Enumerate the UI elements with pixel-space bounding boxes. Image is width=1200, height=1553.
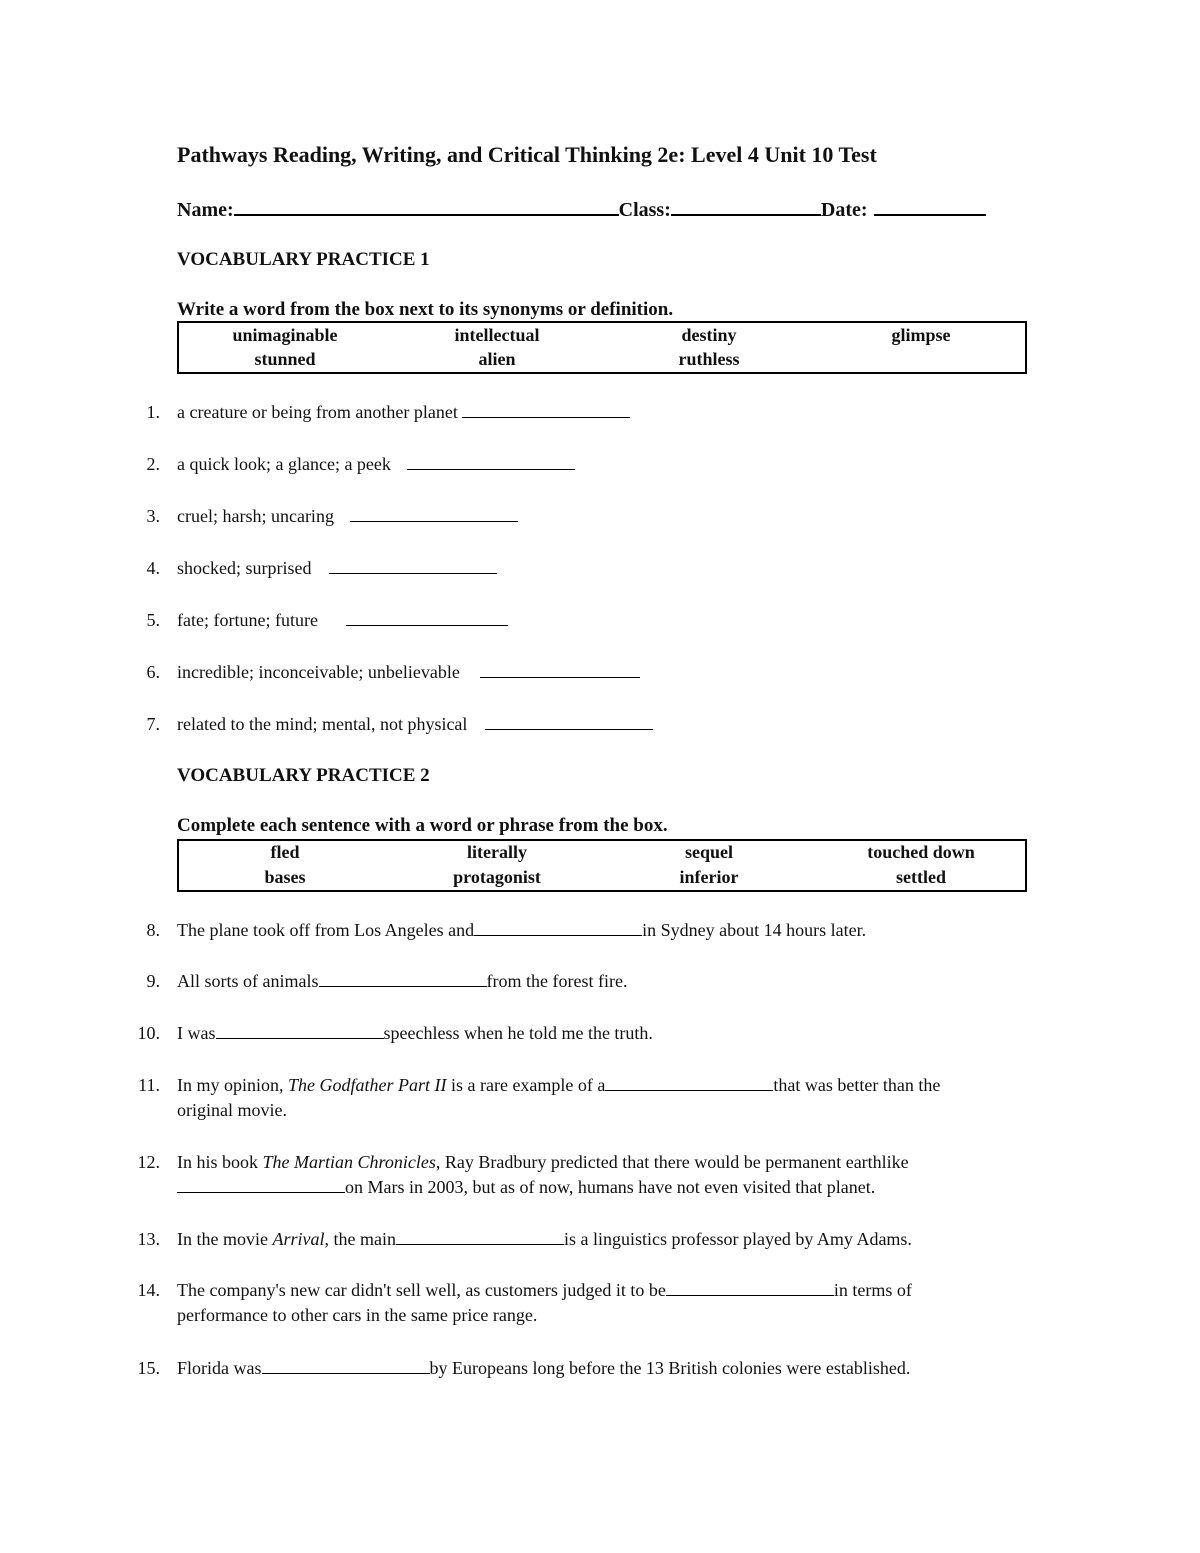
word-box-word: touched down bbox=[867, 842, 975, 862]
question-number: 8. bbox=[146, 920, 160, 940]
word-box-word: settled bbox=[896, 867, 946, 887]
date-field[interactable] bbox=[874, 196, 986, 216]
section1-heading: VOCABULARY PRACTICE 1 bbox=[177, 249, 430, 270]
question-text: by Europeans long before the 13 British colonies were established. bbox=[429, 1358, 911, 1378]
question-text: Florida was bbox=[177, 1358, 262, 1378]
answer-blank[interactable] bbox=[407, 453, 575, 470]
class-label: Class: bbox=[618, 199, 671, 221]
word-box-word: alien bbox=[478, 349, 516, 369]
question-number: 14. bbox=[137, 1280, 160, 1300]
word-box-word: ruthless bbox=[678, 349, 740, 369]
answer-blank[interactable] bbox=[262, 1357, 430, 1374]
name-label: Name: bbox=[177, 199, 234, 221]
class-field[interactable] bbox=[671, 196, 821, 216]
question-text: fate; fortune; future bbox=[177, 610, 318, 630]
question-number: 13. bbox=[137, 1229, 160, 1249]
word-box-word: stunned bbox=[254, 349, 316, 369]
question-number: 10. bbox=[137, 1023, 160, 1043]
answer-blank[interactable] bbox=[396, 1228, 564, 1245]
answer-blank[interactable] bbox=[350, 505, 518, 522]
question-number: 11. bbox=[138, 1075, 160, 1095]
question-text: shocked; surprised bbox=[177, 558, 312, 578]
question-text: related to the mind; mental, not physical bbox=[177, 714, 468, 734]
question-text: on Mars in 2003, but as of now, humans have not even visited that planet. bbox=[345, 1177, 876, 1197]
answer-blank[interactable] bbox=[485, 713, 653, 730]
word-box-2 bbox=[177, 839, 1027, 892]
question-number: 5. bbox=[146, 610, 160, 630]
answer-blank[interactable] bbox=[474, 919, 642, 936]
answer-blank[interactable] bbox=[346, 609, 508, 626]
answer-blank[interactable] bbox=[480, 661, 640, 678]
answer-blank[interactable] bbox=[605, 1074, 773, 1091]
question-number: 15. bbox=[137, 1358, 160, 1378]
question-number: 9. bbox=[146, 971, 160, 991]
question-text: , Ray Bradbury predicted that there would be permanent earthlike bbox=[435, 1152, 909, 1172]
word-box-word: intellectual bbox=[454, 325, 540, 345]
question-text: The plane took off from Los Angeles and bbox=[177, 920, 475, 940]
question-text: speechless when he told me the truth. bbox=[383, 1023, 653, 1043]
answer-blank[interactable] bbox=[462, 401, 630, 418]
section2-instruction: Complete each sentence with a word or phrase from the box. bbox=[177, 815, 668, 836]
word-box-word: inferior bbox=[679, 867, 739, 887]
question-number: 3. bbox=[146, 506, 160, 526]
question-text: In the movie bbox=[177, 1229, 268, 1249]
question-text: The company's new car didn't sell well, as customers judged it to be bbox=[177, 1280, 666, 1300]
word-box-word: bases bbox=[264, 867, 306, 887]
question-text: a quick look; a glance; a peek bbox=[177, 454, 391, 474]
page-title: Pathways Reading, Writing, and Critical Thinking 2e: Level 4 Unit 10 Test bbox=[177, 142, 877, 167]
question-text: In my opinion, bbox=[177, 1075, 284, 1095]
question-number: 6. bbox=[146, 662, 160, 682]
answer-blank[interactable] bbox=[319, 970, 487, 987]
word-box-1 bbox=[177, 321, 1027, 374]
answer-blank[interactable] bbox=[329, 557, 497, 574]
question-text: from the forest fire. bbox=[486, 971, 628, 991]
word-box-word: unimaginable bbox=[232, 325, 338, 345]
question-text: In his book bbox=[177, 1152, 258, 1172]
name-field[interactable] bbox=[234, 196, 619, 216]
section1-instruction: Write a word from the box next to its synonyms or definition. bbox=[177, 299, 674, 320]
title-italic: The Martian Chronicles bbox=[262, 1152, 436, 1172]
question-number: 12. bbox=[137, 1152, 160, 1172]
question-text: I was bbox=[177, 1023, 216, 1043]
question-text: a creature or being from another planet bbox=[177, 402, 458, 422]
answer-blank[interactable] bbox=[216, 1022, 384, 1039]
question-number: 1. bbox=[146, 402, 160, 422]
word-box-word: fled bbox=[270, 842, 300, 862]
question-number: 7. bbox=[146, 714, 160, 734]
question-text: in terms of bbox=[833, 1280, 912, 1300]
question-text: performance to other cars in the same price range. bbox=[177, 1305, 538, 1325]
question-text: in Sydney about 14 hours later. bbox=[642, 920, 867, 940]
section2-heading: VOCABULARY PRACTICE 2 bbox=[177, 765, 430, 786]
question-text: All sorts of animals bbox=[177, 971, 319, 991]
title-italic: Arrival bbox=[272, 1229, 325, 1249]
answer-blank[interactable] bbox=[666, 1279, 834, 1296]
word-box-word: glimpse bbox=[891, 325, 951, 345]
word-box-word: sequel bbox=[684, 842, 733, 862]
question-text: cruel; harsh; uncaring bbox=[177, 506, 334, 526]
word-box-word: protagonist bbox=[453, 867, 541, 887]
question-text: is a rare example of a bbox=[450, 1075, 606, 1095]
answer-blank[interactable] bbox=[177, 1176, 345, 1193]
date-label: Date: bbox=[820, 199, 868, 221]
word-box-word: destiny bbox=[681, 325, 737, 345]
question-text: is a linguistics professor played by Amy Adams. bbox=[563, 1229, 912, 1249]
question-text: incredible; inconceivable; unbelievable bbox=[177, 662, 460, 682]
question-text: original movie. bbox=[177, 1100, 287, 1120]
word-box-word: literally bbox=[467, 842, 527, 862]
question-text: that was better than the bbox=[773, 1075, 941, 1095]
question-number: 2. bbox=[146, 454, 160, 474]
question-text: , the main bbox=[324, 1229, 396, 1249]
question-number: 4. bbox=[146, 558, 160, 578]
header-fields bbox=[177, 196, 986, 222]
title-italic: The Godfather Part II bbox=[288, 1075, 447, 1095]
